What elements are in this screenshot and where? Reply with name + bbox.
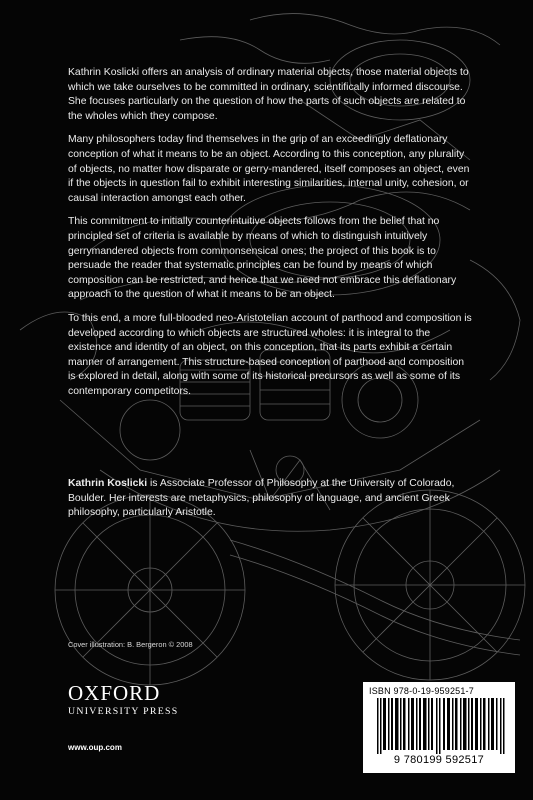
description-paragraph-1: Kathrin Koslicki offers an analysis of ordinary material objects, those material objects to which we take ourselves to be committed in ordinary, scientifically informed discourse. She focuses particularly on the question of how the parts of such objects are related to the wholes which they compose. xyxy=(68,67,469,122)
publisher-website: www.oup.com xyxy=(68,743,122,752)
barcode-bars xyxy=(377,698,505,754)
isbn-barcode xyxy=(363,682,515,773)
author-name: Kathrin Koslicki xyxy=(68,478,148,489)
description-block xyxy=(68,66,473,408)
description-paragraph-4: To this end, a more full-blooded neo-Aristotelian account of parthood and composition is developed according to which objects are structured wholes: it is integral to the existence and identity of an object, on this conception, that its parts exhibit a certain manner of arrangement. This structure-based conception of parthood and composition is explored in detail, along with some of its historical precursors as well as some of its contemporary competitors. xyxy=(68,312,472,397)
author-bio xyxy=(68,477,478,521)
author-bio-text: is Associate Professor of Philosophy at the University of Colorado, Boulder. Her interests are metaphysics, philosophy of language, and ancient Greek philosophy, particularly Aristotle. xyxy=(68,478,455,519)
description-paragraph-2: Many philosophers today find themselves in the grip of an exceedingly deflationary conception of what it means to be an object. According to this conception, any plurality of objects, no matter how disparate or gerry-mandered, itself composes an object, even if the objects in question fail to exhibit interesting similarities, internal unity, cohesion, or causal interaction amongst each other. xyxy=(68,134,470,204)
publisher-name: OXFORD xyxy=(68,681,161,705)
description-paragraph-3: This commitment to initially counterintuitive objects follows from the belief that no principled set of criteria is available by means of which to distinguish intuitively gerrymandered objects from commonsensical ones; the project of this book is to persuade the reader that systematic principles can be found by means of which composition can be restricted, and hence that we need not embrace this deflationary approach to the question of what it means to be an object. xyxy=(68,216,457,301)
barcode-digits: 9 780199 592517 xyxy=(393,754,485,766)
publisher-press: UNIVERSITY PRESS xyxy=(68,706,179,717)
publisher-logo xyxy=(68,683,179,717)
cover-credit: Cover illustration: B. Bergeron © 2008 xyxy=(68,640,193,649)
isbn-label: ISBN 978-0-19-959251-7 xyxy=(369,686,474,696)
